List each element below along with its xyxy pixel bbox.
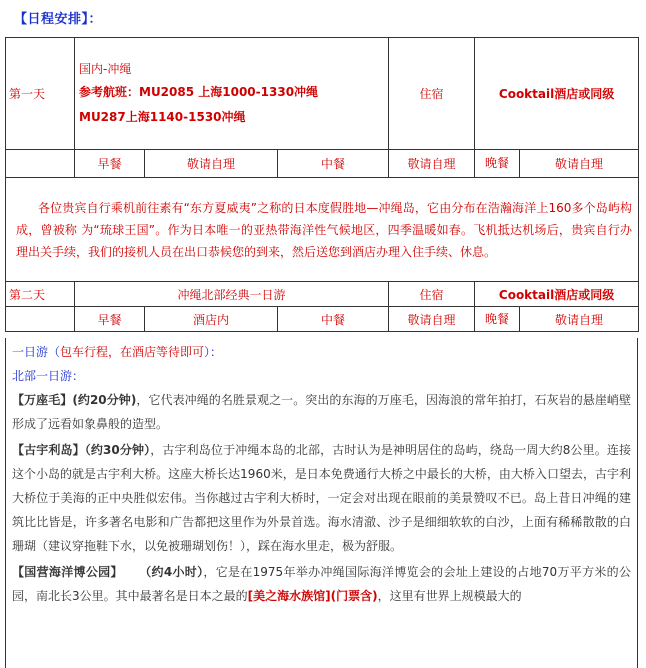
day2-route: 冲绳北部经典一日游 [75,282,389,307]
tour-type-suffix: ）： [204,345,223,359]
schedule-table [5,37,639,332]
day1-hotel: Cooktail酒店或同级 [475,38,639,150]
day2-lunch-value: 敬请自理 [389,307,475,332]
lunch-value: 敬请自理 [389,150,475,178]
kouri-text: ，古宇利岛位于冲绳本岛的北部，古时认为是神明居住的岛屿，绕岛一周大约8公里。连接这个小岛的就是古宇利大桥。这座大桥长达1960米，是日本免费通行大桥之中最长的大桥，由大桥入口望去，古宇利大桥位于美海的正中央胜似宏伟。当你越过古宇利大桥时，一定会对出现在眼前的美景赞叹不已。岛上昔日冲绳的建筑比比皆是，许多著名电影和广告都把这里作为外景首选。海水清澈、沙子是细细软软的白沙，上面有稀稀散散的白珊瑚（建议穿拖鞋下水，以免被珊瑚划伤！），踩在海水里走，极为舒服。 [12,443,631,553]
day2-breakfast-label: 早餐 [75,307,145,332]
lunch-label: 中餐 [278,150,389,178]
day2-hotel: Cooktail酒店或同级 [475,282,639,307]
day1-row [6,38,639,150]
schedule-heading: 【日程安排】： [14,12,103,27]
day2-row [6,282,639,307]
manzamo-title: 【万座毛】 [12,393,73,407]
ocean-park-time: （约4小时） [139,565,204,579]
day1-flight-line2: MU287上海1140-1530冲绳 [79,110,246,124]
dinner-value: 敬请自理 [555,157,604,171]
day1-route: 国内-冲绳 [79,62,132,76]
day1-intro: 各位贵宾自行乘机前往素有“东方夏威夷”之称的日本度假胜地—冲绳岛，它由分布在浩瀚海洋上160多个岛屿构成，曾被称 为“琉球王国”。作为日本唯一的亚热带海洋性气候地区，四季温暖如春。飞机抵达机场后，贵宾自行办理出关手续，我们的接机人员在出口恭候您的到来，然后送您到酒店办理入住手续、休息。 [6,178,639,282]
breakfast-label: 早餐 [75,150,145,178]
tour-type-note: 包车行程，在酒店等待即可 [60,345,205,359]
tour-type-line [12,340,631,364]
manzamo-time: (约20分钟) [72,393,137,407]
aquarium-highlight: [美之海水族馆](门票含) [247,589,378,603]
day2-lunch-label: 中餐 [278,307,389,332]
breakfast-value: 敬请自理 [145,150,278,178]
kouri-paragraph [12,438,631,558]
ocean-park-title: 【国营海洋博公园】 [12,565,123,579]
day1-meals-row [6,150,639,178]
day2-dinner-label: 晚餐 [475,307,520,331]
day2-description [5,338,638,668]
manzamo-text: ，它代表冲绳的名胜景观之一。突出的东海的万座毛，因海浪的常年拍打，石灰岩的悬崖峭壁形成了远看如象鼻般的造型。 [12,393,631,431]
day2-meals-row [6,307,639,332]
north-tour-heading: 北部一日游： [12,369,85,383]
kouri-time: （约30分钟） [84,443,151,457]
manzamo-paragraph [12,388,631,436]
ocean-park-paragraph [12,560,631,608]
dinner-label: 晚餐 [475,150,520,177]
day1-label: 第一天 [6,38,75,150]
day2-stay-label: 住宿 [389,282,475,307]
day2-breakfast-value: 酒店内 [145,307,278,332]
ocean-park-text: ，它是在1975年举办冲绳国际海洋博览会的会址上建设的占地70万平方米的公园，南北长3公里。其中最著名是日本之最的 [12,565,631,603]
day2-label: 第二天 [6,282,75,307]
day1-intro-row [6,178,639,282]
day2-dinner-value: 敬请自理 [555,312,604,327]
ocean-park-text-end: ，这里有世界上规模最大的 [377,589,522,603]
day1-info [75,38,389,150]
kouri-title: 【古宇利岛】 [12,443,85,457]
day1-stay-label: 住宿 [389,38,475,150]
day1-flight-line1: 参考航班：MU2085 上海1000-1330冲绳 [79,85,319,99]
tour-type-prefix: 一日游（ [12,345,61,359]
